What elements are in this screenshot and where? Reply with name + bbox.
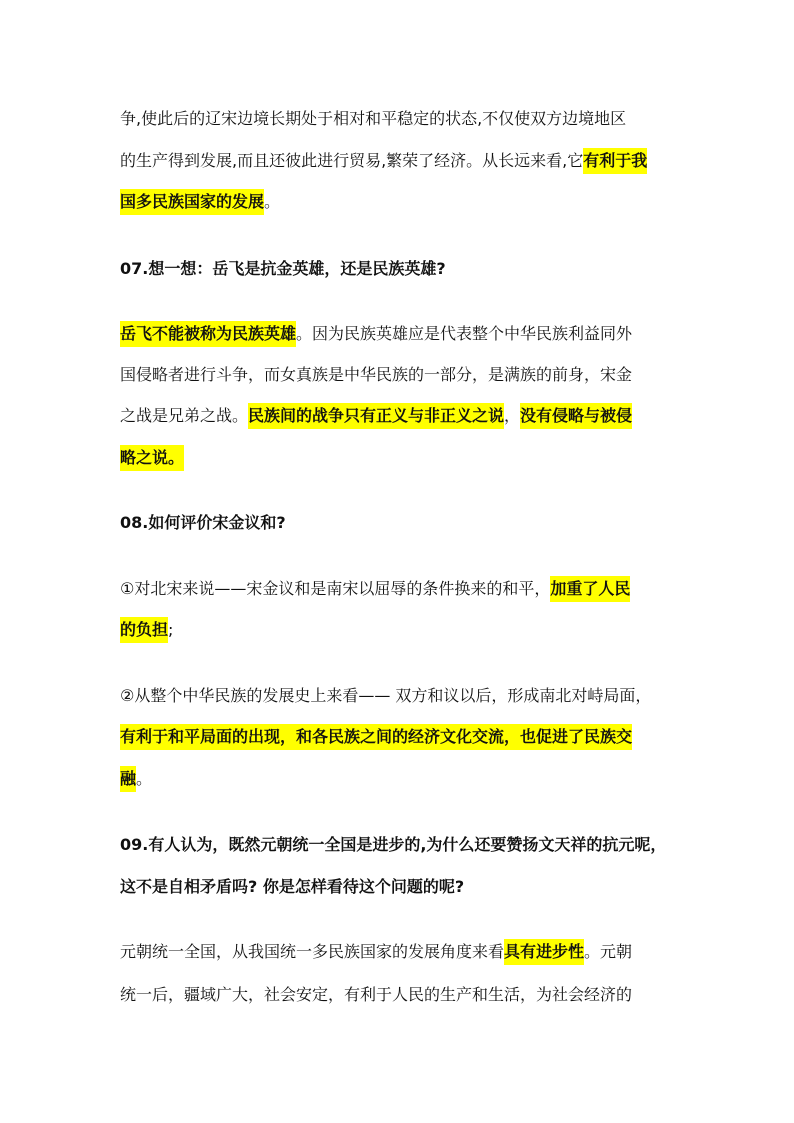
question-07-heading [120, 254, 680, 284]
answer-07-line [120, 401, 680, 431]
text-run: 争,使此后的辽宋边境长期处于相对和平稳定的状态,不仅使双方边境地区 [120, 109, 627, 128]
text-run: 。元朝 [584, 942, 633, 961]
text-run: 。 [136, 769, 153, 788]
highlighted-text: 的负担 [120, 617, 168, 643]
text-run: ， [504, 406, 521, 425]
paragraph-line [120, 146, 680, 176]
highlighted-text: 岳飞不能被称为民族英雄 [120, 321, 296, 347]
answer-09-line [120, 980, 680, 1010]
answer-07-line [120, 443, 680, 473]
highlighted-text: 国多民族国家的发展 [120, 189, 264, 215]
text-run: ①对北宋来说——宋金议和是南宋以屈辱的条件换来的和平， [120, 579, 551, 598]
paragraph-line [120, 187, 680, 217]
text-run: 。因为民族英雄应是代表整个中华民族利益同外 [296, 324, 633, 343]
text-run: 的生产得到发展,而且还彼此进行贸易,繁荣了经济。从长远来看,它 [120, 151, 584, 170]
answer-08-item-1 [120, 615, 680, 645]
highlighted-text: 加重了人民 [550, 576, 630, 602]
question-08-heading [120, 508, 680, 538]
answer-09-line [120, 937, 680, 967]
question-text: 08.如何评价宋金议和? [120, 513, 286, 532]
highlighted-text: 略之说。 [120, 445, 184, 471]
text-run: 统一后，疆域广大，社会安定，有利于人民的生产和生活，为社会经济的 [120, 985, 633, 1004]
text-run: 元朝统一全国，从我国统一多民族国家的发展角度来看 [120, 942, 505, 961]
text-run: 国侵略者进行斗争，而女真族是中华民族的一部分，是满族的前身，宋金 [120, 365, 633, 384]
question-09-heading [120, 830, 680, 860]
question-text: 07.想一想：岳飞是抗金英雄，还是民族英雄? [120, 259, 446, 278]
text-run: ②从整个中华民族的发展史上来看—— 双方和议以后，形成南北对峙局面， [120, 686, 652, 705]
answer-07-line [120, 360, 680, 390]
highlighted-text: 融 [120, 766, 136, 792]
highlighted-text: 具有进步性 [504, 939, 584, 965]
text-run: 之战是兄弟之战。 [120, 406, 249, 425]
highlighted-text: 有利于和平局面的出现，和各民族之间的经济文化交流，也促进了民族交 [120, 724, 632, 750]
answer-08-item-2 [120, 722, 680, 752]
question-text: 这不是自相矛盾吗? 你是怎样看待这个问题的呢? [120, 877, 465, 896]
paragraph-line [120, 104, 680, 134]
highlighted-text: 有利于我 [583, 148, 647, 174]
question-text: 09.有人认为，既然元朝统一全国是进步的,为什么还要赞扬文天祥的抗元呢， [120, 835, 667, 854]
answer-08-item-1 [120, 574, 680, 604]
text-run: ; [168, 620, 174, 639]
answer-07-line [120, 319, 680, 349]
highlighted-text: 没有侵略与被侵 [520, 403, 632, 429]
answer-08-item-2 [120, 764, 680, 794]
answer-08-item-2 [120, 681, 680, 711]
question-09-heading [120, 872, 680, 902]
highlighted-text: 民族间的战争只有正义与非正义之说 [248, 403, 504, 429]
text-run: 。 [264, 192, 281, 211]
